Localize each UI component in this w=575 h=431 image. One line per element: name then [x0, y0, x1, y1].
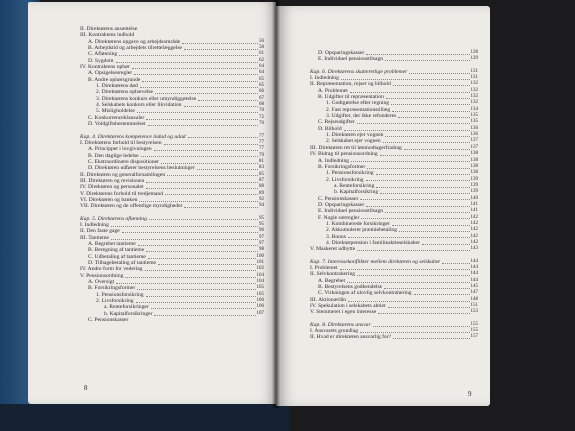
toc-entry-title: II. Selvkontrahering [310, 271, 356, 278]
toc-entry-title: I. Problemet [310, 265, 338, 271]
toc-leader-dots [386, 98, 470, 99]
toc-leader-dots [414, 294, 470, 295]
toc-leader-dots [145, 270, 256, 271]
toc-entry-title: C. Pensionskasser [88, 317, 129, 324]
toc-leader-dots [366, 180, 470, 181]
toc-entry-title: b. Kapitalforsikring [334, 189, 379, 196]
toc-entry-page: 145 [470, 284, 478, 290]
toc-entry-title: 4. Selskabets konkurs eller likvidation [96, 102, 182, 109]
toc-leader-dots [165, 194, 258, 195]
toc-entry-page: 153 [470, 309, 478, 315]
toc-entry-title: Kap. 8. Direktørens ansvar [310, 321, 371, 328]
toc-leader-dots [360, 332, 469, 333]
toc-entry-title: 1. Direktøren ejer vognen [326, 132, 384, 139]
toc-entry-page: 141 [470, 208, 478, 214]
book-gutter [272, 0, 280, 408]
toc-entry-page: 101 [256, 260, 264, 266]
toc-entry-page: 141 [470, 201, 478, 207]
left-toc-list [80, 26, 264, 323]
toc-entry-page: 132 [470, 100, 478, 106]
toc-entry-page: 138 [470, 151, 478, 157]
toc-entry-page: 138 [470, 163, 478, 169]
toc-leader-dots [383, 142, 470, 143]
toc-entry-title: IV. Kontraktens ophør [80, 64, 130, 71]
toc-leader-dots [351, 161, 469, 162]
toc-leader-dots [393, 85, 470, 86]
toc-entry-title: B. Andre ophørsgrunde [88, 76, 141, 83]
toc-entry-title: III. Tantieme [80, 234, 110, 241]
toc-entry-page: 132 [470, 94, 478, 100]
toc-leader-dots [167, 175, 258, 176]
toc-leader-dots [158, 264, 255, 265]
toc-leader-dots [404, 149, 470, 150]
toc-leader-dots [348, 237, 470, 238]
toc-entry-title: A. Opsigelsesregler [88, 70, 133, 77]
toc-leader-dots [146, 251, 258, 252]
toc-entry-title: V. Maskeret udbytte [310, 246, 356, 253]
toc-leader-dots [197, 169, 258, 170]
toc-entry-title: I. Indledning [80, 221, 109, 228]
toc-entry-page: 132 [470, 87, 478, 93]
toc-entry-title: F. Nogle særregler [318, 214, 360, 221]
toc-entry-title: C. Udbetaling af tantieme [88, 253, 146, 260]
toc-entry-title: I. Indledning [310, 75, 339, 82]
toc-entry-title: 1. Godtgørelse efter regning [326, 100, 390, 107]
toc-entry-title: B. Bestyrelsens godkendelse [318, 284, 383, 291]
toc-entry-title: 1. Pensionsforsikring [326, 170, 374, 177]
toc-leader-dots [136, 302, 256, 303]
toc-entry-title: b. Kapitalforsikringer [104, 310, 153, 317]
toc-entry-page: 62 [259, 57, 264, 63]
toc-entry-title: C. Ekstraordinære dispositioner [88, 158, 160, 165]
toc-entry-page: 155 [470, 321, 478, 327]
toc-entry-page: 104 [256, 272, 264, 278]
toc-entry-page: 94 [259, 203, 264, 209]
toc-leader-dots [348, 301, 469, 302]
toc-leader-dots [146, 188, 258, 189]
toc-entry-title: E. Individuel pensionstilsagn [318, 56, 384, 63]
toc-entry-title: a. Renteforsikring [334, 182, 375, 189]
toc-leader-dots [367, 168, 469, 169]
toc-entry-page: 70 [259, 108, 264, 114]
toc-entry-title: E. Individuel pensionstilsagn [318, 208, 384, 215]
toc-entry-title: D. Opsparingskasser [318, 201, 365, 208]
toc-entry-page: 106 [256, 298, 264, 304]
right-toc-list [310, 50, 478, 341]
toc-entry-page: 128 [470, 50, 478, 55]
toc-entry-title: B. Beregning af tantieme [88, 247, 145, 254]
toc-leader-dots [422, 244, 470, 245]
toc-entry-page: 138 [470, 170, 478, 176]
toc-entry-page: 140 [470, 195, 478, 201]
toc-entry-page: 136 [470, 125, 478, 131]
toc-leader-dots [116, 62, 259, 63]
toc-entry-title: V. Direktørens forhold til tredjemand [80, 190, 164, 197]
toc-entry-title: A. Begrebet tantieme [88, 241, 136, 247]
toc-entry-page: 58 [259, 45, 264, 51]
toc-leader-dots [350, 92, 470, 93]
toc-entry-title: B. Forsikringsformer [88, 285, 136, 292]
toc-entry-page: 96 [259, 228, 264, 234]
toc-entry-title: D. Opsparingskasser [318, 50, 365, 56]
toc-entry-page: 61 [259, 51, 264, 57]
toc-entry-title: B. Forsikringsformer [318, 163, 366, 170]
toc-entry-page: 79 [259, 152, 264, 158]
toc-entry-page: 155 [470, 328, 478, 334]
toc-entry-page: 142 [470, 214, 478, 220]
toc-entry-title: Kap. 4. Direktørens kompetence indad og udad [80, 133, 186, 140]
toc-leader-dots [347, 282, 469, 283]
left-page-number: 8 [84, 384, 88, 392]
toc-entry-title: B. Arbejdstid og arbejdets tilrettelæggelse [88, 45, 182, 52]
toc-entry-page: 137 [470, 138, 478, 144]
toc-leader-dots [148, 258, 256, 259]
toc-entry-title: 2. Livsforsikring [96, 298, 134, 305]
toc-leader-dots [360, 199, 469, 200]
toc-entry-page: 98 [259, 247, 264, 253]
toc-entry-title: II. Den faste gage [80, 228, 120, 235]
toc-entry-page: 104 [256, 279, 264, 285]
toc-leader-dots [142, 81, 258, 82]
toc-entry-title: I. Ansvarets grundlag [310, 328, 359, 335]
toc-leader-dots [155, 93, 258, 94]
toc-leader-dots [393, 338, 469, 339]
toc-leader-dots [361, 218, 469, 219]
toc-entry-title: A. Princippet i lovgivningen [88, 146, 152, 153]
toc-leader-dots [357, 250, 469, 251]
toc-entry-title: D. Tilbagebetaling af tantieme [88, 260, 157, 267]
toc-leader-dots [151, 308, 256, 309]
toc-entry-title: IV. Direktøren og personalet [80, 184, 144, 191]
toc-entry-page: 64 [259, 64, 264, 70]
toc-entry-title: III. Direktøren og revisionen [80, 177, 145, 184]
toc-entry-page: 148 [470, 296, 478, 302]
toc-leader-dots [384, 288, 469, 289]
toc-entry-title: 4. Direktørpension i familieaktieselskaber [326, 239, 420, 246]
toc-leader-dots [357, 123, 470, 124]
toc-leader-dots [146, 119, 258, 120]
toc-entry-title: D. Voldgiftsbestemmelser [88, 121, 146, 128]
toc-entry-title: V. Stemmeret i egen interesse [310, 309, 377, 316]
toc-entry-page: 129 [470, 56, 478, 62]
toc-entry-page: 66 [259, 89, 264, 95]
toc-entry [80, 121, 264, 127]
toc-entry-page: 132 [470, 81, 478, 87]
toc-entry-title: 1. Kombinerede forsikringer [326, 220, 390, 227]
toc-entry-page: 139 [470, 189, 478, 195]
toc-leader-dots [376, 174, 470, 175]
toc-leader-dots [184, 49, 258, 50]
toc-entry [310, 309, 478, 315]
toc-entry-page: 89 [259, 190, 264, 196]
toc-entry-title: C. Aflønning [88, 51, 118, 58]
toc-entry-title: a. Renteforsikringer [104, 304, 149, 311]
toc-leader-dots [380, 155, 470, 156]
toc-entry-title: B. Udgifter til repræsentation [318, 94, 384, 101]
toc-entry-title: B. Den daglige ledelse [88, 152, 139, 159]
toc-entry-page: 88 [259, 184, 264, 190]
toc-leader-dots [385, 60, 469, 61]
toc-entry-page: 131 [470, 75, 478, 81]
toc-entry-page: 151 [470, 303, 478, 309]
toc-leader-dots [373, 326, 470, 327]
toc-entry-page: 137 [470, 144, 478, 150]
toc-entry-title: 3. Bonus [326, 233, 346, 240]
toc-entry-page: 138 [470, 157, 478, 163]
toc-leader-dots [388, 307, 470, 308]
toc-leader-dots [409, 73, 469, 74]
toc-entry-page: 143 [470, 246, 478, 252]
toc-leader-dots [146, 182, 258, 183]
toc-leader-dots [137, 112, 258, 113]
toc-leader-dots [154, 150, 258, 151]
toc-leader-dots [357, 275, 469, 276]
toc-entry-page: 105 [256, 285, 264, 291]
toc-entry-title: A. Oversigt [88, 279, 115, 286]
toc-leader-dots [138, 245, 258, 246]
toc-entry-page: 64 [259, 70, 264, 76]
toc-leader-dots [139, 201, 258, 202]
toc-entry-page: 135 [470, 119, 478, 125]
toc-entry-page: 67 [259, 95, 264, 101]
toc-leader-dots [184, 106, 258, 107]
toc-entry-page: 56 [259, 38, 264, 44]
toc-entry-title: IV. Andre form for vederlag [80, 266, 143, 273]
toc-leader-dots [376, 187, 469, 188]
toc-entry-title: VII. Direktøren og de offentlige myndigheder [80, 203, 183, 210]
toc-entry-page: 135 [470, 113, 478, 119]
toc-entry-page: 95 [259, 215, 264, 221]
toc-leader-dots [137, 289, 255, 290]
toc-leader-dots [392, 225, 470, 226]
toc-leader-dots [340, 269, 470, 270]
toc-entry-page: 134 [470, 106, 478, 112]
toc-entry-title: A. Problemet [318, 87, 348, 94]
toc-entry-title: III. Kontraktens indhold [80, 32, 135, 39]
toc-leader-dots [378, 313, 469, 314]
toc-entry-title: III. Aktionærlån [310, 296, 347, 303]
toc-entry-title: III. Direktøren ret til lønmodtagerfradrag [310, 144, 402, 151]
toc-leader-dots [148, 125, 258, 126]
toc-entry-page: 77 [259, 139, 264, 145]
toc-entry-page: 144 [470, 258, 478, 264]
toc-entry-page: 139 [470, 176, 478, 182]
toc-leader-dots [154, 315, 255, 316]
toc-entry-page: 76 [259, 121, 264, 127]
toc-entry-title: C. Pensionskasser [318, 195, 359, 202]
toc-entry-title: 2. Fast repræsentationstillæg [326, 106, 391, 113]
toc-entry-title: 2. Akkumuleret præmiebetaling [326, 227, 397, 234]
right-page-number: 9 [468, 390, 472, 398]
toc-leader-dots [182, 43, 258, 44]
toc-entry-title: C. Konkurrenceklausuler [88, 114, 145, 121]
toc-leader-dots [385, 136, 469, 137]
left-page [28, 2, 276, 404]
toc-entry-title: C. Rejseudgifter [318, 119, 355, 126]
toc-entry-page: 97 [259, 241, 264, 246]
toc-entry [310, 56, 478, 62]
toc-entry-title: 2. Direktørens ophævelse [96, 89, 154, 96]
toc-entry-title: 1. Pensionsforsikring [96, 291, 144, 298]
toc-entry-page: 85 [259, 171, 264, 177]
toc-entry-page: 147 [470, 290, 478, 296]
toc-entry-page: 131 [470, 68, 478, 74]
toc-leader-dots [134, 74, 258, 75]
toc-leader-dots [149, 219, 258, 220]
toc-entry-title: A. Direktørens opgave og arbejdsområde [88, 38, 181, 45]
toc-entry-title: I. Direktørens forhold til bestyrelsen [80, 139, 162, 146]
toc-entry-page: 106 [256, 304, 264, 310]
toc-entry [310, 334, 478, 340]
toc-entry-title: A. Indledning [318, 157, 350, 164]
toc-entry-title: D. Sygdom [88, 57, 114, 64]
toc-entry-page: 68 [259, 102, 264, 108]
toc-leader-dots [140, 87, 258, 88]
toc-entry-page: 136 [470, 132, 478, 138]
toc-entry-page: 102 [256, 266, 264, 272]
toc-entry-title: VI. Direktøren og banken [80, 196, 138, 203]
toc-entry-page: 95 [259, 221, 264, 227]
toc-entry-title: 3. Udgifter, der ikke refunderes [326, 113, 397, 120]
toc-entry-page: 142 [470, 227, 478, 233]
toc-leader-dots [161, 163, 258, 164]
toc-leader-dots [341, 79, 470, 80]
toc-entry-page: 83 [259, 165, 264, 171]
toc-leader-dots [392, 111, 469, 112]
toc-leader-dots [188, 137, 258, 138]
toc-leader-dots [122, 232, 258, 233]
toc-entry-page: 87 [259, 177, 264, 183]
toc-entry-page: 139 [470, 182, 478, 188]
toc-leader-dots [344, 130, 470, 131]
toc-entry-title: 5. Misligholdelse [96, 108, 135, 115]
toc-entry-title: Kap. 7. Interessekonflikter mellem direktøren og selskabet [310, 258, 440, 265]
right-page [276, 6, 490, 406]
toc-entry-title: C. Virkningen af ulovlig selvkontrahering [318, 290, 412, 297]
toc-entry-title: D. Bilhold [318, 125, 342, 132]
toc-entry-page: 142 [470, 239, 478, 245]
toc-entry [80, 203, 264, 209]
toc-leader-dots [385, 212, 469, 213]
toc-leader-dots [164, 144, 258, 145]
toc-leader-dots [442, 263, 470, 264]
toc-entry-title: 1. Direktørens død [96, 83, 138, 90]
toc-leader-dots [132, 68, 258, 69]
toc-entry-page: 100 [256, 253, 264, 259]
toc-entry-page: 105 [256, 291, 264, 297]
toc-entry-title: II. Direktøren og generalforsamlingen [80, 171, 166, 178]
toc-entry-title: V. Pensionsordning [80, 272, 124, 279]
toc-entry-title: 2. Selskabet ejer vognen [326, 138, 381, 145]
toc-entry-page: 81 [259, 158, 264, 164]
toc-leader-dots [380, 193, 469, 194]
toc-entry-page: 142 [470, 233, 478, 239]
toc-entry-page: 77 [259, 146, 264, 152]
toc-entry-title: II. Repræsentation, rejser og bilhold [310, 81, 391, 88]
toc-entry-page: 72 [259, 114, 264, 120]
toc-entry-title: 2. Livsforsikring [326, 176, 364, 183]
toc-entry-title: IV. Spekulation i selskabets aktier [310, 303, 386, 310]
toc-entry-title: Kap. 6. Direktørens skatteretlige problemer [310, 68, 408, 75]
toc-leader-dots [119, 55, 258, 56]
toc-leader-dots [111, 226, 258, 227]
toc-leader-dots [184, 207, 258, 208]
toc-leader-dots [398, 117, 469, 118]
toc-entry-page: 144 [470, 265, 478, 270]
toc-entry-title: D. Direktøren udfører bestyrelsens beslutninger [88, 165, 195, 172]
toc-entry-title: A. Begrebet [318, 277, 346, 284]
toc-entry-page: 144 [470, 271, 478, 277]
toc-leader-dots [141, 156, 258, 157]
book-cover-bottom [0, 404, 290, 431]
toc-leader-dots [366, 206, 469, 207]
toc-entry-page: 107 [256, 310, 264, 316]
toc-entry-page: 97 [259, 234, 264, 240]
toc-leader-dots [198, 100, 258, 101]
toc-entry-page: 65 [259, 76, 264, 82]
toc-leader-dots [399, 231, 470, 232]
toc-leader-dots [111, 239, 258, 240]
toc-leader-dots [116, 283, 255, 284]
toc-entry-title: IV. Bidrag til pensionsordning [310, 151, 378, 158]
toc-leader-dots [391, 104, 469, 105]
toc-entry-page: 65 [259, 83, 264, 89]
toc-entry-page: 92 [259, 196, 264, 202]
toc-entry-title: Kap. 5. Direktørens aflønning [80, 215, 147, 222]
toc-leader-dots [125, 277, 255, 278]
toc-entry-page: 77 [259, 133, 264, 139]
toc-entry-page: 142 [470, 220, 478, 226]
toc-leader-dots [366, 54, 469, 55]
toc-leader-dots [146, 296, 256, 297]
toc-entry-title: 3. Direktørens konkurs eller umyndiggørelse [96, 95, 197, 102]
toc-entry [310, 246, 478, 252]
toc-entry-title: II. Direktørens ansættelse [80, 26, 138, 32]
toc-entry-page: 157 [470, 334, 478, 340]
toc-entry [80, 317, 264, 323]
toc-entry-page: 144 [470, 277, 478, 283]
toc-entry-title: II. Hvad er direktøren ansvarlig for? [310, 334, 392, 341]
